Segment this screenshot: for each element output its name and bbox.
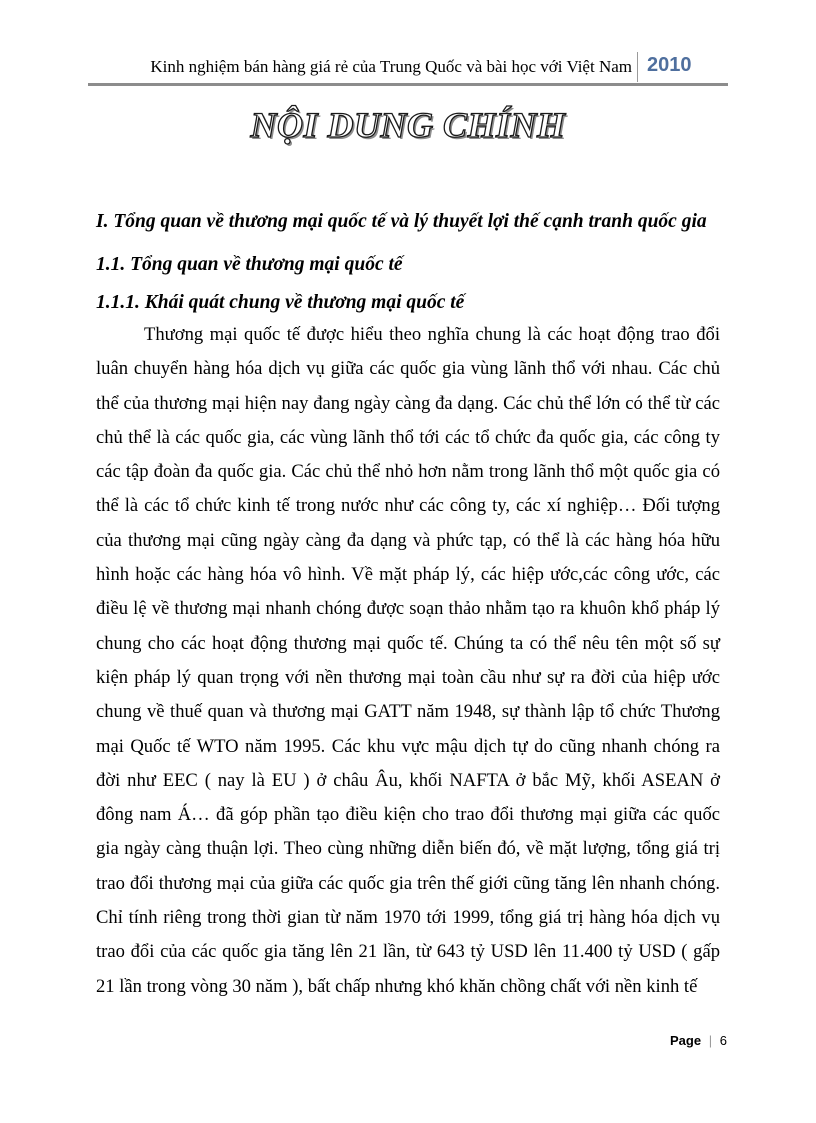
page-number: 6	[719, 1033, 727, 1048]
header-year: 2010	[647, 54, 692, 76]
page-header	[88, 50, 728, 86]
section-heading-1-1: 1.1. Tổng quan về thương mại quốc tế	[96, 254, 403, 275]
page-label: Page	[670, 1033, 702, 1048]
page-title: NỘI DUNG CHÍNH	[250, 105, 566, 145]
header-title: Kinh nghiệm bán hàng giá rẻ của Trung Quốc và bài học với Việt Nam	[150, 57, 632, 76]
section-heading-1: I. Tổng quan về thương mại quốc tế và lý thuyết lợi thế cạnh tranh quốc gia	[96, 211, 707, 232]
header-divider	[637, 52, 638, 82]
page-footer	[670, 1033, 727, 1048]
header-rule	[88, 83, 728, 86]
page-separator: |	[708, 1033, 713, 1048]
body-paragraph: Thương mại quốc tế được hiểu theo nghĩa chung là các hoạt động trao đổi luân chuyển hàng hóa dịch vụ giữa các quốc gia vùng lãnh thổ với nhau. Các chủ thể của thương mại hiện nay đang ngày càng đa dạng. Các chủ thể lớn có thể từ các chủ thể là các quốc gia, các vùng lãnh thổ tới các tổ chức đa quốc gia, các công ty các tập đoàn đa quốc gia. Các chủ thể nhỏ hơn nằm trong lãnh thổ một quốc gia có thể là các tổ chức kinh tế trong nước như các công ty, các xí nghiệp… Đối tượng của thương mại cũng ngày càng đa dạng và phức tạp, có thể là các hàng hóa hữu hình hoặc các hàng hóa vô hình. Về mặt pháp lý, các hiệp ước,các công ước, các điều lệ về thương mại nhanh chóng được soạn thảo nhằm tạo ra khuôn khổ pháp lý chung cho các hoạt động thương mại quốc tế. Chúng ta có thể nêu tên một số sự kiện pháp lý quan trọng với nền thương mại toàn cầu như sự ra đời của hiệp ước chung về thuế quan và thương mại GATT năm 1948, sự thành lập tổ chức Thương mại Quốc tế WTO năm 1995. Các khu vực mậu dịch tự do cũng nhanh chóng ra đời như EEC ( nay là EU ) ở châu Âu, khối NAFTA ở bắc Mỹ, khối ASEAN ở đông nam Á… đã góp phần tạo điều kiện cho trao đổi thương mại giữa các quốc gia ngày càng thuận lợi. Theo cùng những diễn biến đó, về mặt lượng, tổng giá trị trao đổi thương mại của giữa các quốc gia trên thế giới cũng tăng lên nhanh chóng. Chỉ tính riêng trong thời gian từ năm 1970 tới 1999, tổng giá trị hàng hóa dịch vụ trao đổi của các quốc gia tăng lên 21 lần, từ 643 tỷ USD lên 11.400 tỷ USD ( gấp 21 lần trong vòng 30 năm ), bất chấp nhưng khó khăn chồng chất với nền kinh tế	[96, 324, 720, 997]
section-heading-1-1-1: 1.1.1. Khái quát chung về thương mại quốc tế	[96, 292, 465, 313]
